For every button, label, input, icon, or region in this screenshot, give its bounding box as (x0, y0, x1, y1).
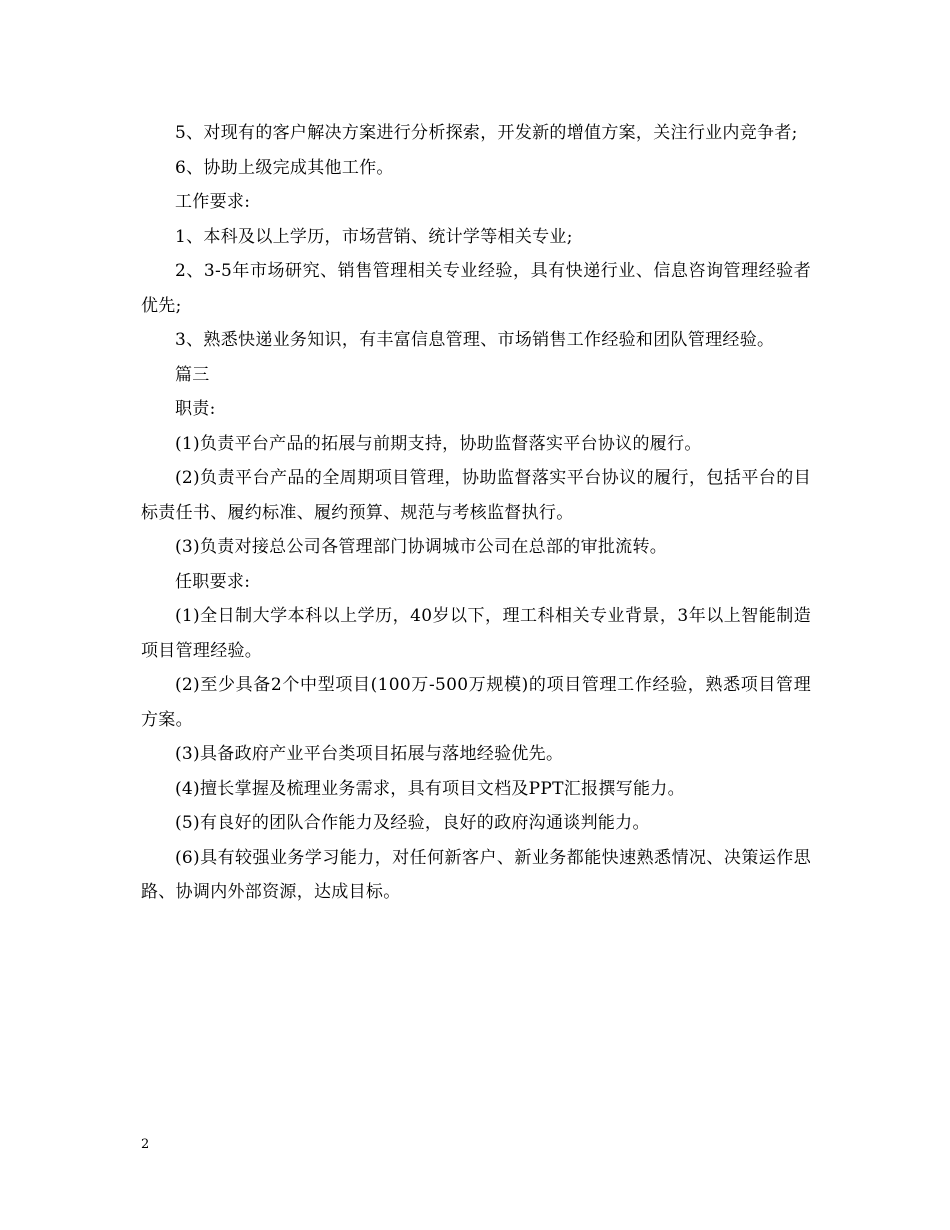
paragraph: 2、3-5年市场研究、销售管理相关专业经验，具有快递行业、信息咨询管理经验者优先; (141, 261, 811, 316)
paragraph: (6)具有较强业务学习能力，对任何新客户、新业务都能快速熟悉情况、决策运作思路、协调内外部资源，达成目标。 (141, 847, 811, 902)
section-heading: 篇三 (175, 364, 210, 385)
section-heading: 任职要求: (175, 571, 251, 592)
paragraph: (2)负责平台产品的全周期项目管理，协助监督落实平台协议的履行，包括平台的目标责任书、履约标准、履约预算、规范与考核监督执行。 (141, 468, 811, 523)
page-number: 2 (141, 1137, 150, 1152)
paragraph: 3、熟悉快递业务知识，有丰富信息管理、市场销售工作经验和团队管理经验。 (175, 330, 775, 350)
paragraph: (1)全日制大学本科以上学历，40岁以下，理工科相关专业背景，3年以上智能制造项目管理经验。 (141, 606, 811, 661)
paragraph: (4)擅长掌握及梳理业务需求，具有项目文档及PPT汇报撰写能力。 (175, 778, 685, 799)
paragraph: 5、对现有的客户解决方案进行分析探索，开发新的增值方案，关注行业内竞争者; (175, 123, 798, 143)
paragraph: (2)至少具备2个中型项目(100万-500万规模)的项目管理工作经验，熟悉项目管理方案。 (141, 675, 811, 730)
document-body (141, 116, 811, 910)
paragraph: (1)负责平台产品的拓展与前期支持，协助监督落实平台协议的履行。 (175, 433, 702, 454)
paragraph: (3)具备政府产业平台类项目拓展与落地经验优先。 (175, 744, 564, 764)
paragraph: 1、本科及以上学历，市场营销、统计学等相关专业; (175, 226, 573, 247)
paragraph: (5)有良好的团队合作能力及经验，良好的政府沟通谈判能力。 (175, 813, 650, 833)
section-heading: 工作要求: (175, 192, 251, 212)
section-heading: 职责: (175, 399, 216, 419)
paragraph: (3)负责对接总公司各管理部门协调城市公司在总部的审批流转。 (175, 537, 668, 557)
paragraph: 6、协助上级完成其他工作。 (175, 157, 394, 178)
